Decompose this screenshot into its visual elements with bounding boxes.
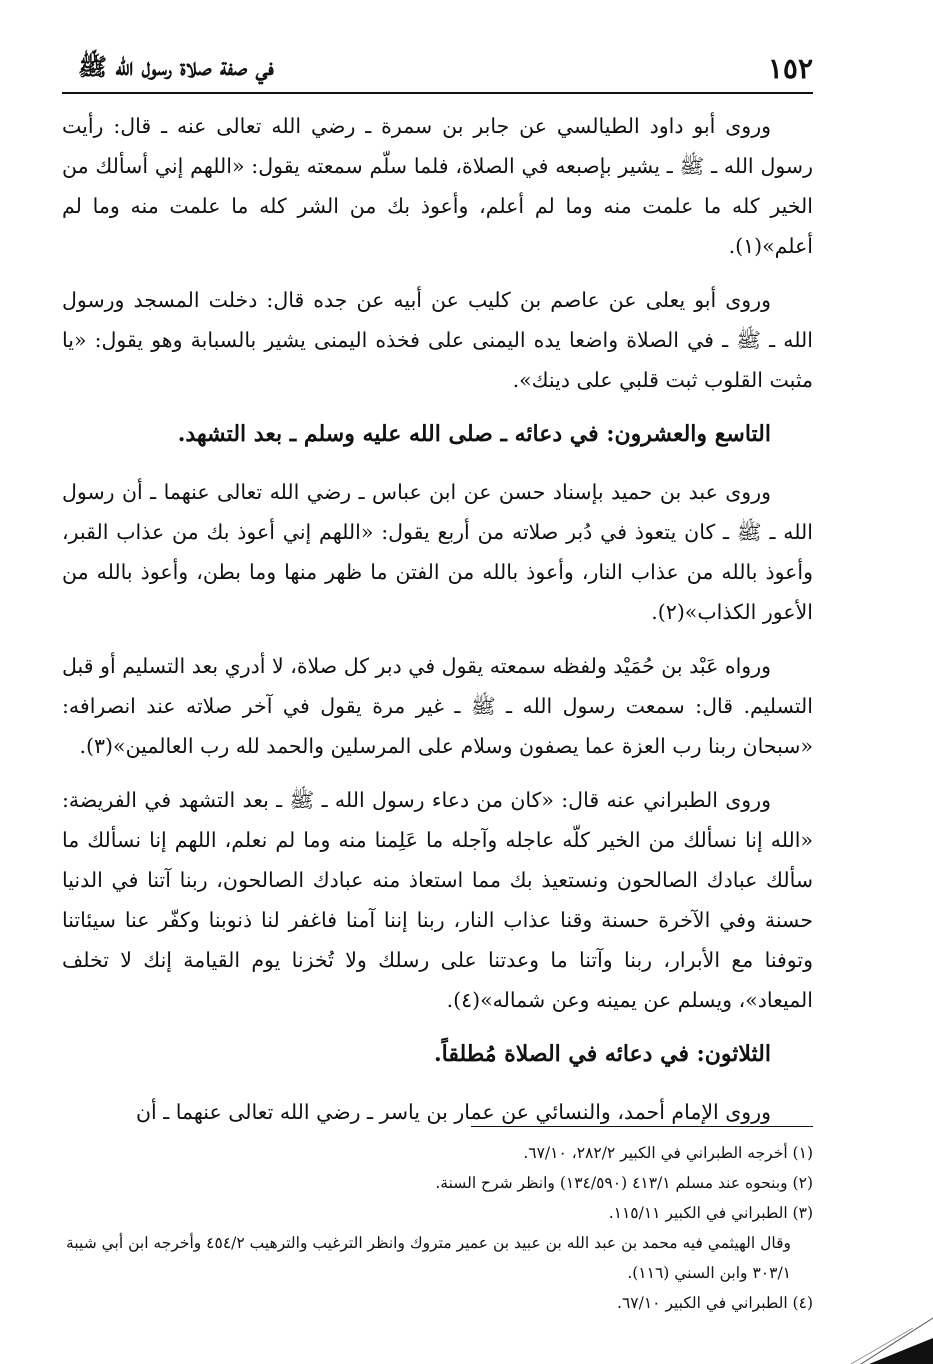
footnote-4: (٤) الطبراني في الكبير ٦٧/١٠. <box>617 1294 813 1312</box>
paragraph-1: وروى أبو داود الطيالسي عن جابر بن سمرة ـ رضي الله تعالى عنه ـ قال: رأيت رسول الله ـ ﷺ ـ يشير بإصبعه في الصلاة، فلما سلّم سمعته يقول: «اللهم إني أسألك من الخير كله ما علمت منه وما لم أعلم، وأعوذ بك من الشر كله ما علمت منه وما لم أعلم»(١). <box>62 114 813 258</box>
footnote-3-continuation: وقال الهيثمي فيه محمد بن عبد الله بن عبيد بن عمير متروك وانظر الترغيب والترهيب ٤٥٤/٢ وأخرجه ابن أبي شيبة ٣٠٣/١ وابن السني (١١٦). <box>66 1234 791 1282</box>
section-heading-30: الثلاثون: في دعائه في الصلاة مُطلقاً. <box>433 1041 771 1067</box>
footnote-3: (٣) الطبراني في الكبير ١١٥/١١. <box>608 1204 813 1222</box>
paragraph-5: وروى الطبراني عنه قال: «كان من دعاء رسول الله ـ ﷺ ـ بعد التشهد في الفريضة: «الله إنا نسألك من الخير كلّه عاجله وآجله ما عَلِمنا منه وما لم نعلم، اللهم إنا نسألك ما سألك عبادك الصالحون ونستعيذ بك مما استعاذ منه عبادك الصالحون، ربنا آتنا في الدنيا حسنة وفي الآخرة حسنة وقنا عذاب النار، ربنا إننا آمنا فاغفر لنا ذنوبنا وكفّر عنا سيئاتنا وتوفنا مع الأبرار، ربنا وآتنا ما وعدتنا على رسلك ولا تُخزنا يوم القيامة إنك لا تخلف الميعاد»، ويسلم عن يمينه وعن شماله»(٤). <box>62 788 813 1012</box>
footnote-1: (١) أخرجه الطبراني في الكبير ٢٨٢/٢، ٦٧/١٠. <box>523 1144 813 1162</box>
paragraph-6: وروى الإمام أحمد، والنسائي عن عمار بن ياسر ـ رضي الله تعالى عنهما ـ أن <box>135 1100 771 1124</box>
page-header <box>62 48 813 90</box>
page-number: ١٥٢ <box>767 52 813 85</box>
paragraph-2: وروى أبو يعلى عن عاصم بن كليب عن أبيه عن جده قال: دخلت المسجد ورسول الله ـ ﷺ ـ في الصلاة واضعا يده اليمنى على فخذه اليمنى يشير بالسبابة وهو يقول: «يا مثبت القلوب ثبت قلبي على دينك». <box>62 288 813 392</box>
paragraph-3: وروى عبد بن حميد بإسناد حسن عن ابن عباس ـ رضي الله تعالى عنهما ـ أن رسول الله ـ ﷺ ـ كان يتعوذ في دُبر صلاته من أربع يقول: «اللهم إني أعوذ بك من عذاب القبر، وأعوذ بالله من عذاب النار، وأعوذ بالله من الفتن ما ظهر منها وما بطن، وأعوذ بالله من الأعور الكذاب»(٢). <box>62 480 813 624</box>
footnotes <box>62 1138 813 1318</box>
page-corner-mark <box>843 1304 933 1364</box>
footnote-2: (٢) وبنحوه عند مسلم ٤١٣/١ (١٣٤/٥٩٠) وانظر شرح السنة. <box>435 1174 813 1192</box>
running-title: في صفة صلاة رسول الله ﷺ <box>78 52 274 81</box>
main-text <box>62 106 813 1132</box>
header-rule <box>62 92 813 94</box>
paragraph-4: ورواه عَبْد بن حُمَيْد ولفظه سمعته يقول في دبر كل صلاة، لا أدري بعد التسليم أو قبل التسليم. قال: سمعت رسول الله ـ ﷺ ـ غير مرة يقول في آخر صلاته عند انصرافه: «سبحان ربنا رب العزة عما يصفون وسلام على المرسلين والحمد لله رب العالمين»(٣). <box>62 654 813 758</box>
footnote-rule <box>471 1126 813 1127</box>
section-heading-29: التاسع والعشرون: في دعائه ـ صلى الله عليه وسلم ـ بعد التشهد. <box>177 421 771 447</box>
